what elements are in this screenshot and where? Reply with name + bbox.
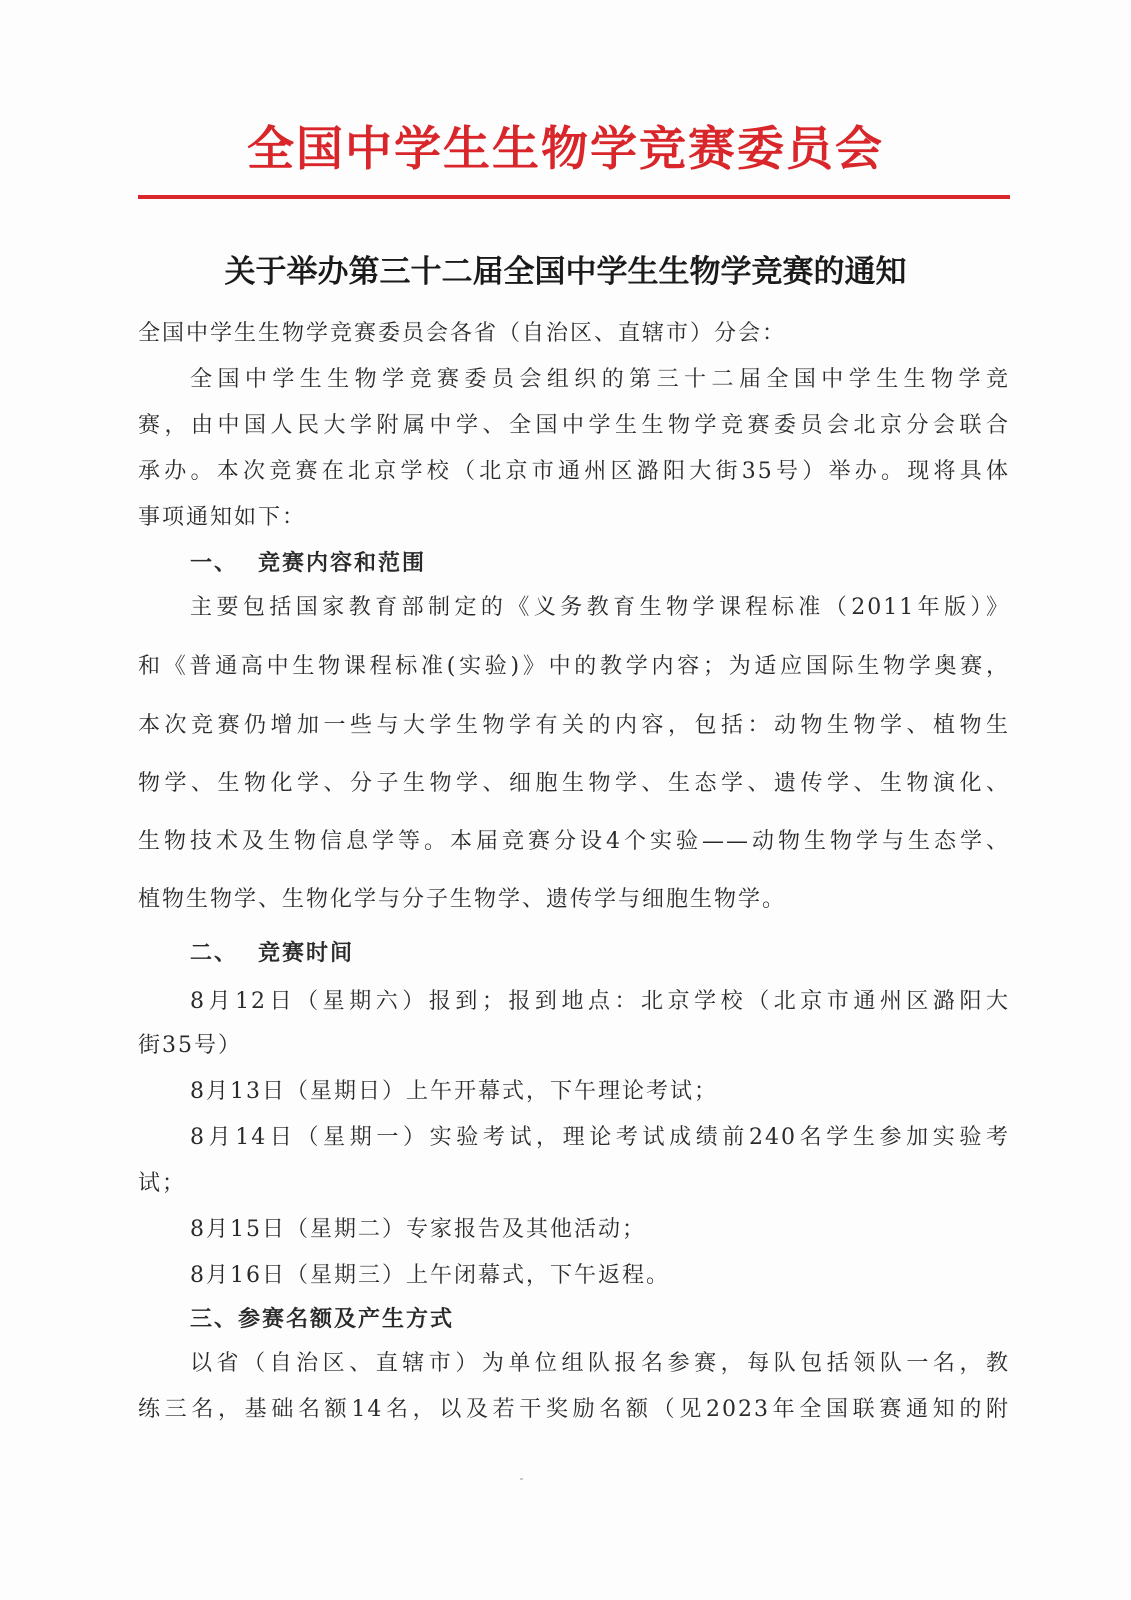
intro-line: 赛，由中国人民大学附属中学、全国中学生生物学竞赛委员会北京分会联合 bbox=[138, 413, 1010, 438]
section1-line: 生物技术及生物信息学等。本届竞赛分设4个实验——动物生物学与生态学、 bbox=[138, 829, 1010, 854]
schedule-line: 8月16日（星期三）上午闭幕式，下午返程。 bbox=[190, 1263, 670, 1288]
schedule-line: 8月15日（星期二）专家报告及其他活动； bbox=[190, 1217, 646, 1242]
section1-line: 本次竞赛仍增加一些与大学生物学有关的内容，包括：动物生物学、植物生 bbox=[138, 713, 1010, 738]
document-title: 关于举办第三十二届全国中学生生物学竞赛的通知 bbox=[224, 254, 907, 290]
section3-line: 以省（自治区、直辖市）为单位组队报名参赛，每队包括领队一名，教 bbox=[190, 1351, 1010, 1376]
schedule-line: 试； bbox=[138, 1171, 187, 1196]
salutation: 全国中学生生物学竞赛委员会各省（自治区、直辖市）分会： bbox=[138, 321, 787, 346]
header-divider bbox=[138, 195, 1010, 199]
section1-line: 主要包括国家教育部制定的《义务教育生物学课程标准（2011年版）》 bbox=[190, 595, 1010, 620]
section-title: 竞赛内容和范围 bbox=[258, 551, 427, 576]
section1-line: 和《普通高中生物课程标准(实验)》中的教学内容；为适应国际生物学奥赛， bbox=[138, 654, 1010, 679]
scan-speck bbox=[520, 1478, 523, 1480]
section3-line: 练三名，基础名额14名，以及若干奖励名额（见2023年全国联赛通知的附 bbox=[138, 1397, 1010, 1422]
schedule-line: 8月13日（星期日）上午开幕式，下午理论考试； bbox=[190, 1079, 718, 1104]
schedule-line: 街35号） bbox=[138, 1033, 242, 1058]
intro-line: 事项通知如下： bbox=[138, 505, 307, 530]
section-heading-2 bbox=[190, 936, 1010, 967]
intro-line: 全国中学生生物学竞赛委员会组织的第三十二届全国中学生生物学竞 bbox=[190, 367, 1010, 392]
section-number: 二、 bbox=[190, 941, 239, 966]
section-number: 一、 bbox=[190, 551, 239, 576]
schedule-line: 8月14日（星期一）实验考试，理论考试成绩前240名学生参加实验考 bbox=[190, 1125, 1010, 1150]
section-heading-3: 三、参赛名额及产生方式 bbox=[190, 1307, 455, 1332]
section-title: 竞赛时间 bbox=[258, 941, 355, 966]
section1-line: 物学、生物化学、分子生物学、细胞生物学、生态学、遗传学、生物演化、 bbox=[138, 771, 1010, 796]
section-heading-1 bbox=[190, 546, 1010, 577]
schedule-line: 8月12日（星期六）报到；报到地点：北京学校（北京市通州区潞阳大 bbox=[190, 989, 1010, 1014]
intro-line: 承办。本次竞赛在北京学校（北京市通州区潞阳大街35号）举办。现将具体 bbox=[138, 459, 1010, 484]
section1-line: 植物生物学、生物化学与分子生物学、遗传学与细胞生物学。 bbox=[138, 887, 787, 912]
organization-header: 全国中学生生物学竞赛委员会 bbox=[247, 122, 884, 177]
